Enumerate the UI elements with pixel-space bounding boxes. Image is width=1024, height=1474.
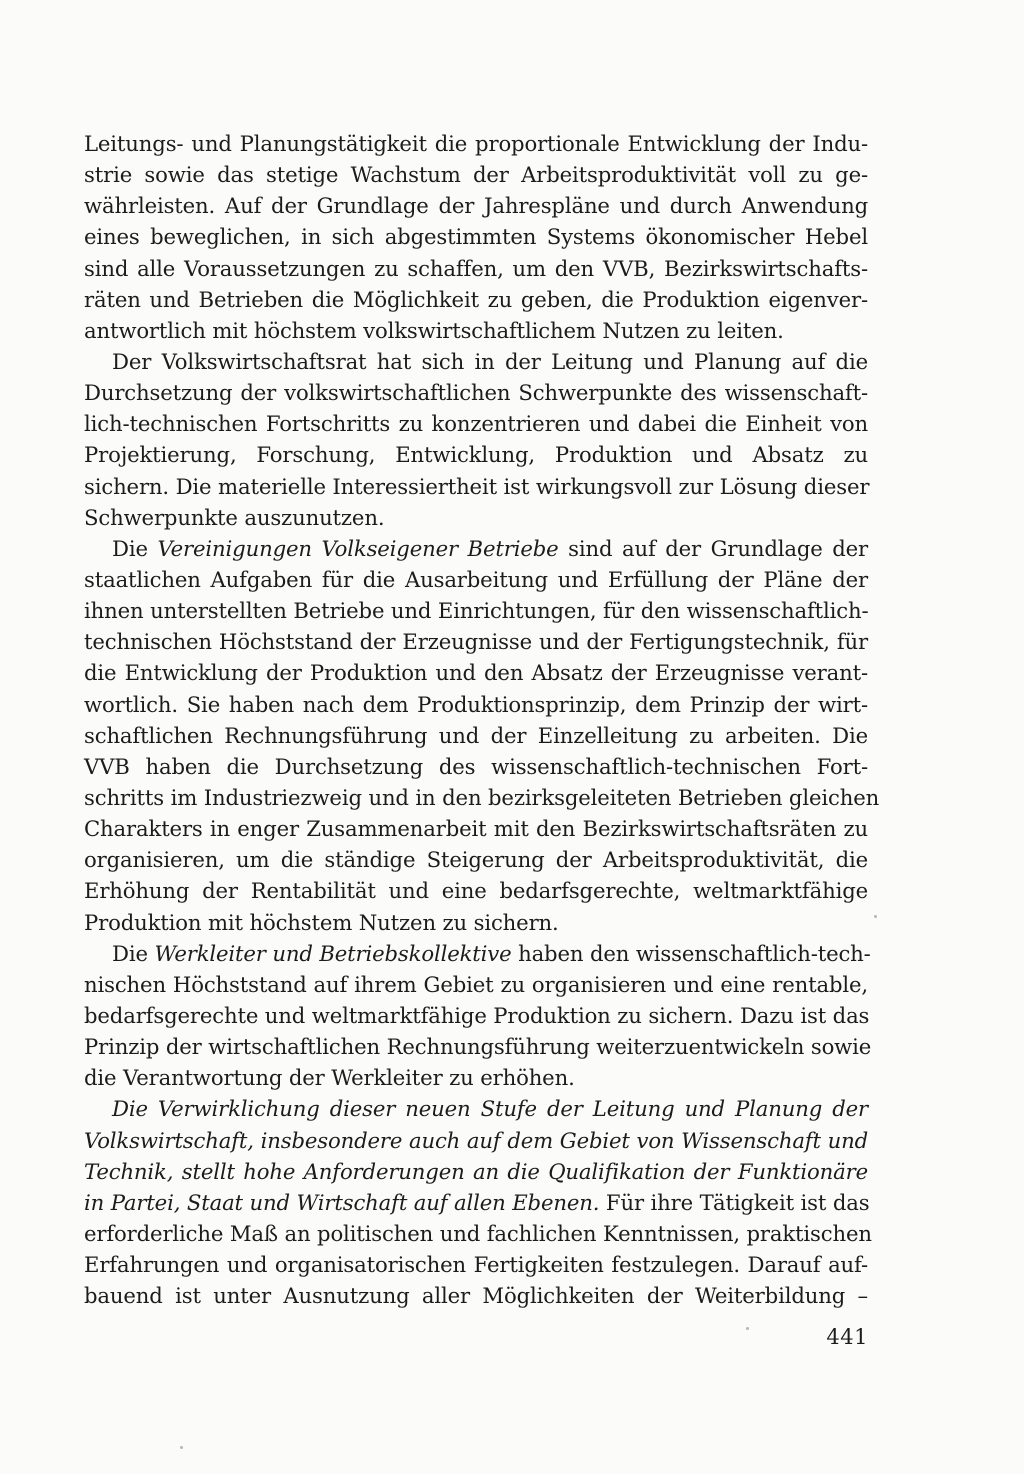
- text-line: strie sowie das stetige Wachstum der Arbeitsproduktivität voll zu ge-: [84, 162, 868, 188]
- text-line: [84, 938, 871, 969]
- text-line: technischen Höchststand der Erzeugnisse und der Fertigungstechnik, für: [84, 629, 868, 655]
- text-line: Volkswirtschaft, insbesondere auch auf dem Gebiet von Wissenschaft und: [84, 1127, 868, 1153]
- text-segment: sind auf der Grundlage der: [568, 535, 869, 561]
- paper-speck: [874, 915, 877, 918]
- text-segment: haben den wissenschaftlich-tech-: [518, 940, 871, 966]
- text-line: ihnen unterstellten Betriebe und Einrichtungen, für den wissenschaftlich-: [84, 598, 869, 624]
- text-line: Projektierung, Forschung, Entwicklung, Produktion und Absatz zu: [84, 442, 868, 468]
- text-line: bedarfsgerechte und weltmarktfähige Produktion zu sichern. Dazu ist das: [84, 1002, 870, 1028]
- text-line: Prinzip der wirtschaftlichen Rechnungsführung weiterzuentwickeln sowie: [84, 1034, 872, 1060]
- text-line: Schwerpunkte auszunutzen.: [84, 504, 385, 530]
- text-line: [84, 533, 868, 564]
- text-line: bauend ist unter Ausnutzung aller Möglichkeiten der Weiterbildung –: [84, 1283, 868, 1309]
- text-line: VVB haben die Durchsetzung des wissenschaftlich-technischen Fort-: [84, 753, 868, 779]
- paper-speck: [746, 1327, 749, 1330]
- text-line: Die Verwirklichung dieser neuen Stufe der Leitung und Planung der: [112, 1096, 868, 1122]
- text-line: staatlichen Aufgaben für die Ausarbeitung und Erfüllung der Pläne der: [84, 566, 868, 592]
- text-line: nischen Höchststand auf ihrem Gebiet zu organisieren und eine rentable,: [84, 971, 868, 997]
- text-line: Charakters in enger Zusammenarbeit mit den Bezirkswirtschaftsräten zu: [84, 816, 868, 842]
- text-line: wortlich. Sie haben nach dem Produktionsprinzip, dem Prinzip der wirt-: [84, 691, 868, 717]
- text-line: Produktion mit höchstem Nutzen zu sichern.: [84, 909, 559, 935]
- text-segment: Für ihre Tätigkeit ist das: [605, 1189, 870, 1215]
- emphasized-term: in Partei, Staat und Wirtschaft auf allen Ebenen.: [84, 1189, 600, 1215]
- text-segment: Die: [112, 535, 148, 561]
- text-line: Erfahrungen und organisatorischen Fertigkeiten festzulegen. Darauf auf-: [84, 1252, 868, 1278]
- text-line: schaftlichen Rechnungsführung und der Einzelleitung zu arbeiten. Die: [84, 722, 868, 748]
- text-line: [84, 1187, 868, 1218]
- text-line: die Entwicklung der Produktion und den Absatz der Erzeugnisse verant-: [84, 660, 868, 686]
- text-line: sind alle Voraussetzungen zu schaffen, um den VVB, Bezirkswirtschafts-: [84, 255, 868, 281]
- text-segment: Die: [112, 940, 148, 966]
- text-line: Der Volkswirtschaftsrat hat sich in der Leitung und Planung auf die: [112, 348, 868, 374]
- text-line: erforderliche Maß an politischen und fachlichen Kenntnissen, praktischen: [84, 1220, 872, 1246]
- text-line: lich-technischen Fortschritts zu konzentrieren und dabei die Einheit von: [84, 411, 868, 437]
- text-line: schritts im Industriezweig und in den bezirksgeleiteten Betrieben gleichen: [84, 784, 880, 810]
- emphasized-term: Vereinigungen Volkseigener Betriebe: [157, 535, 559, 561]
- text-line: antwortlich mit höchstem volkswirtschaftlichem Nutzen zu leiten.: [84, 317, 784, 343]
- text-line: räten und Betrieben die Möglichkeit zu geben, die Produktion eigenver-: [84, 286, 868, 312]
- text-line: die Verantwortung der Werkleiter zu erhöhen.: [84, 1065, 575, 1091]
- text-line: währleisten. Auf der Grundlage der Jahrespläne und durch Anwendung: [84, 193, 868, 219]
- text-line: organisieren, um die ständige Steigerung der Arbeitsproduktivität, die: [84, 847, 868, 873]
- text-line: Erhöhung der Rentabilität und eine bedarfsgerechte, weltmarktfähige: [84, 878, 868, 904]
- text-line: Technik, stellt hohe Anforderungen an die Qualifikation der Funktionäre: [84, 1158, 868, 1184]
- text-line: Durchsetzung der volkswirtschaftlichen Schwerpunkte des wissenschaft-: [84, 380, 868, 406]
- text-line: Leitungs- und Planungstätigkeit die proportionale Entwicklung der Indu-: [84, 131, 868, 156]
- page-number: 441: [826, 1325, 868, 1349]
- emphasized-term: Werkleiter und Betriebskollektive: [154, 940, 512, 966]
- text-line: eines beweglichen, in sich abgestimmten Systems ökonomischer Hebel: [84, 224, 868, 250]
- paper-speck: [180, 1446, 183, 1449]
- body-text: [84, 128, 880, 1311]
- text-line: sichern. Die materielle Interessiertheit ist wirkungsvoll zur Lösung dieser: [84, 473, 870, 499]
